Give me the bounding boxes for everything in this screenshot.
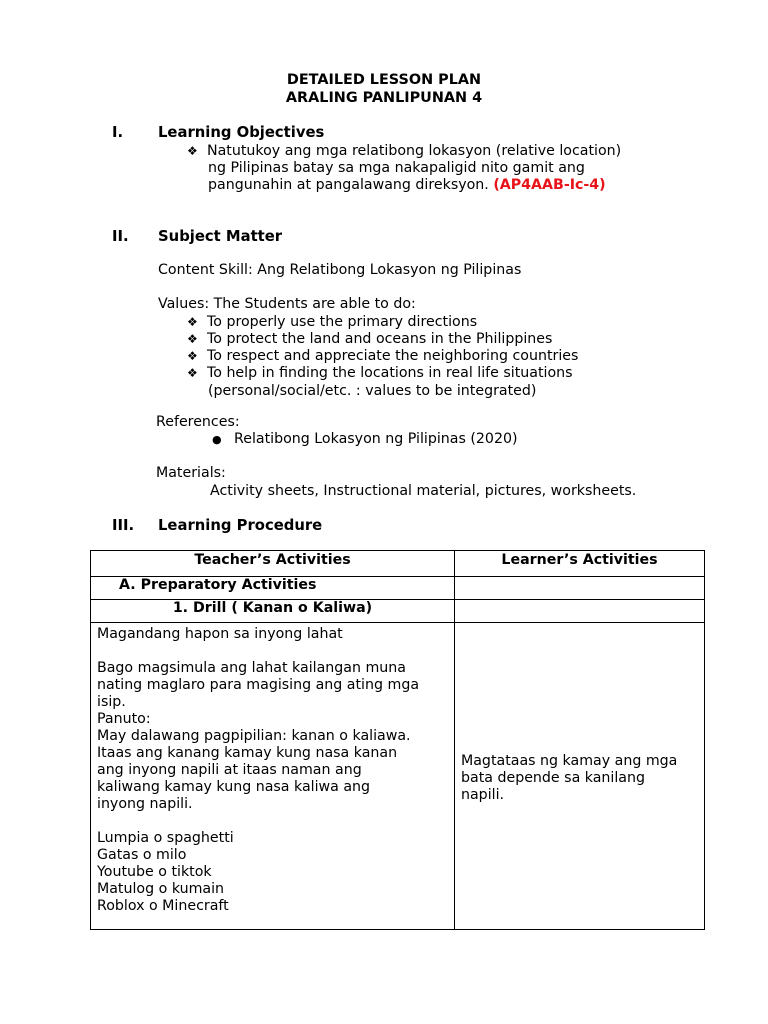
objective-code: (AP4AAB-Ic-4) xyxy=(493,177,606,193)
diamond-bullet-icon: ❖ xyxy=(187,144,198,158)
procedure-table xyxy=(90,550,705,930)
content-skill: Content Skill: Ang Relatibong Lokasyon ng Pilipinas xyxy=(158,262,522,278)
table-header-row xyxy=(91,551,705,577)
diamond-bullet-icon: ❖ xyxy=(187,332,198,346)
table-row xyxy=(91,577,705,600)
values-note: (personal/social/etc. : values to be integrated) xyxy=(208,383,537,399)
section3-number: III. xyxy=(112,517,135,534)
values-item xyxy=(187,348,578,365)
diamond-bullet-icon: ❖ xyxy=(187,315,198,329)
objective-line3 xyxy=(208,177,606,194)
empty-cell xyxy=(455,600,705,623)
values-label: Values: The Students are able to do: xyxy=(158,296,416,312)
preparatory-activities-cell: A. Preparatory Activities xyxy=(91,577,455,600)
learner-activities-header: Learner’s Activities xyxy=(455,551,705,577)
section3-title: Learning Procedure xyxy=(158,517,323,534)
reference-text: Relatibong Lokasyon ng Pilipinas (2020) xyxy=(234,431,518,447)
section2-title: Subject Matter xyxy=(158,228,283,245)
bullet-dot-icon: ● xyxy=(212,433,222,446)
objective-text1: Natutukoy ang mga relatibong lokasyon (relative location) xyxy=(207,143,622,159)
teacher-activities-header: Teacher’s Activities xyxy=(91,551,455,577)
objective-line1 xyxy=(187,143,621,160)
learner-activity-text: Magtataas ng kamay ang mga bata depende sa kanilang napili. xyxy=(455,623,705,930)
empty-cell xyxy=(455,577,705,600)
doc-title-line2: ARALING PANLIPUNAN 4 xyxy=(285,90,483,106)
drill-cell: 1. Drill ( Kanan o Kaliwa) xyxy=(91,600,455,623)
references-label: References: xyxy=(156,414,240,430)
diamond-bullet-icon: ❖ xyxy=(187,349,198,363)
materials-text: Activity sheets, Instructional material, pictures, worksheets. xyxy=(210,483,637,499)
values-item xyxy=(187,314,477,331)
objective-text3: pangunahin at pangalawang direksyon. xyxy=(208,177,489,193)
table-row xyxy=(91,600,705,623)
section2-number: II. xyxy=(112,228,129,245)
values-item-text: To properly use the primary directions xyxy=(207,314,478,330)
values-item xyxy=(187,331,552,348)
doc-title-line1: DETAILED LESSON PLAN xyxy=(286,72,482,88)
teacher-activity-text: Magandang hapon sa inyong lahat Bago magsimula ang lahat kailangan muna nating maglaro para magising ang ating mga isip. Panuto: May dalawang pagpipilian: kanan o kaliawa. Itaas ang kanang kamay kung nasa kanan ang inyong napili at itaas naman ang kaliwang kamay kung nasa kaliwa ang inyong napili. Lumpia o spaghetti Gatas o milo Youtube o tiktok Matulog o kumain Roblox o Minecraft xyxy=(91,623,455,930)
objective-line2: ng Pilipinas batay sa mga nakapaligid nito gamit ang xyxy=(208,160,585,176)
table-row xyxy=(91,623,705,930)
diamond-bullet-icon: ❖ xyxy=(187,366,198,380)
reference-item xyxy=(212,431,518,448)
section1-number: I. xyxy=(112,124,124,141)
values-item-text: To help in finding the locations in real life situations xyxy=(207,365,573,381)
materials-label: Materials: xyxy=(156,465,226,481)
values-item-text: To protect the land and oceans in the Philippines xyxy=(207,331,553,347)
values-item xyxy=(187,365,573,382)
values-item-text: To respect and appreciate the neighboring countries xyxy=(207,348,579,364)
section1-title: Learning Objectives xyxy=(158,124,325,141)
